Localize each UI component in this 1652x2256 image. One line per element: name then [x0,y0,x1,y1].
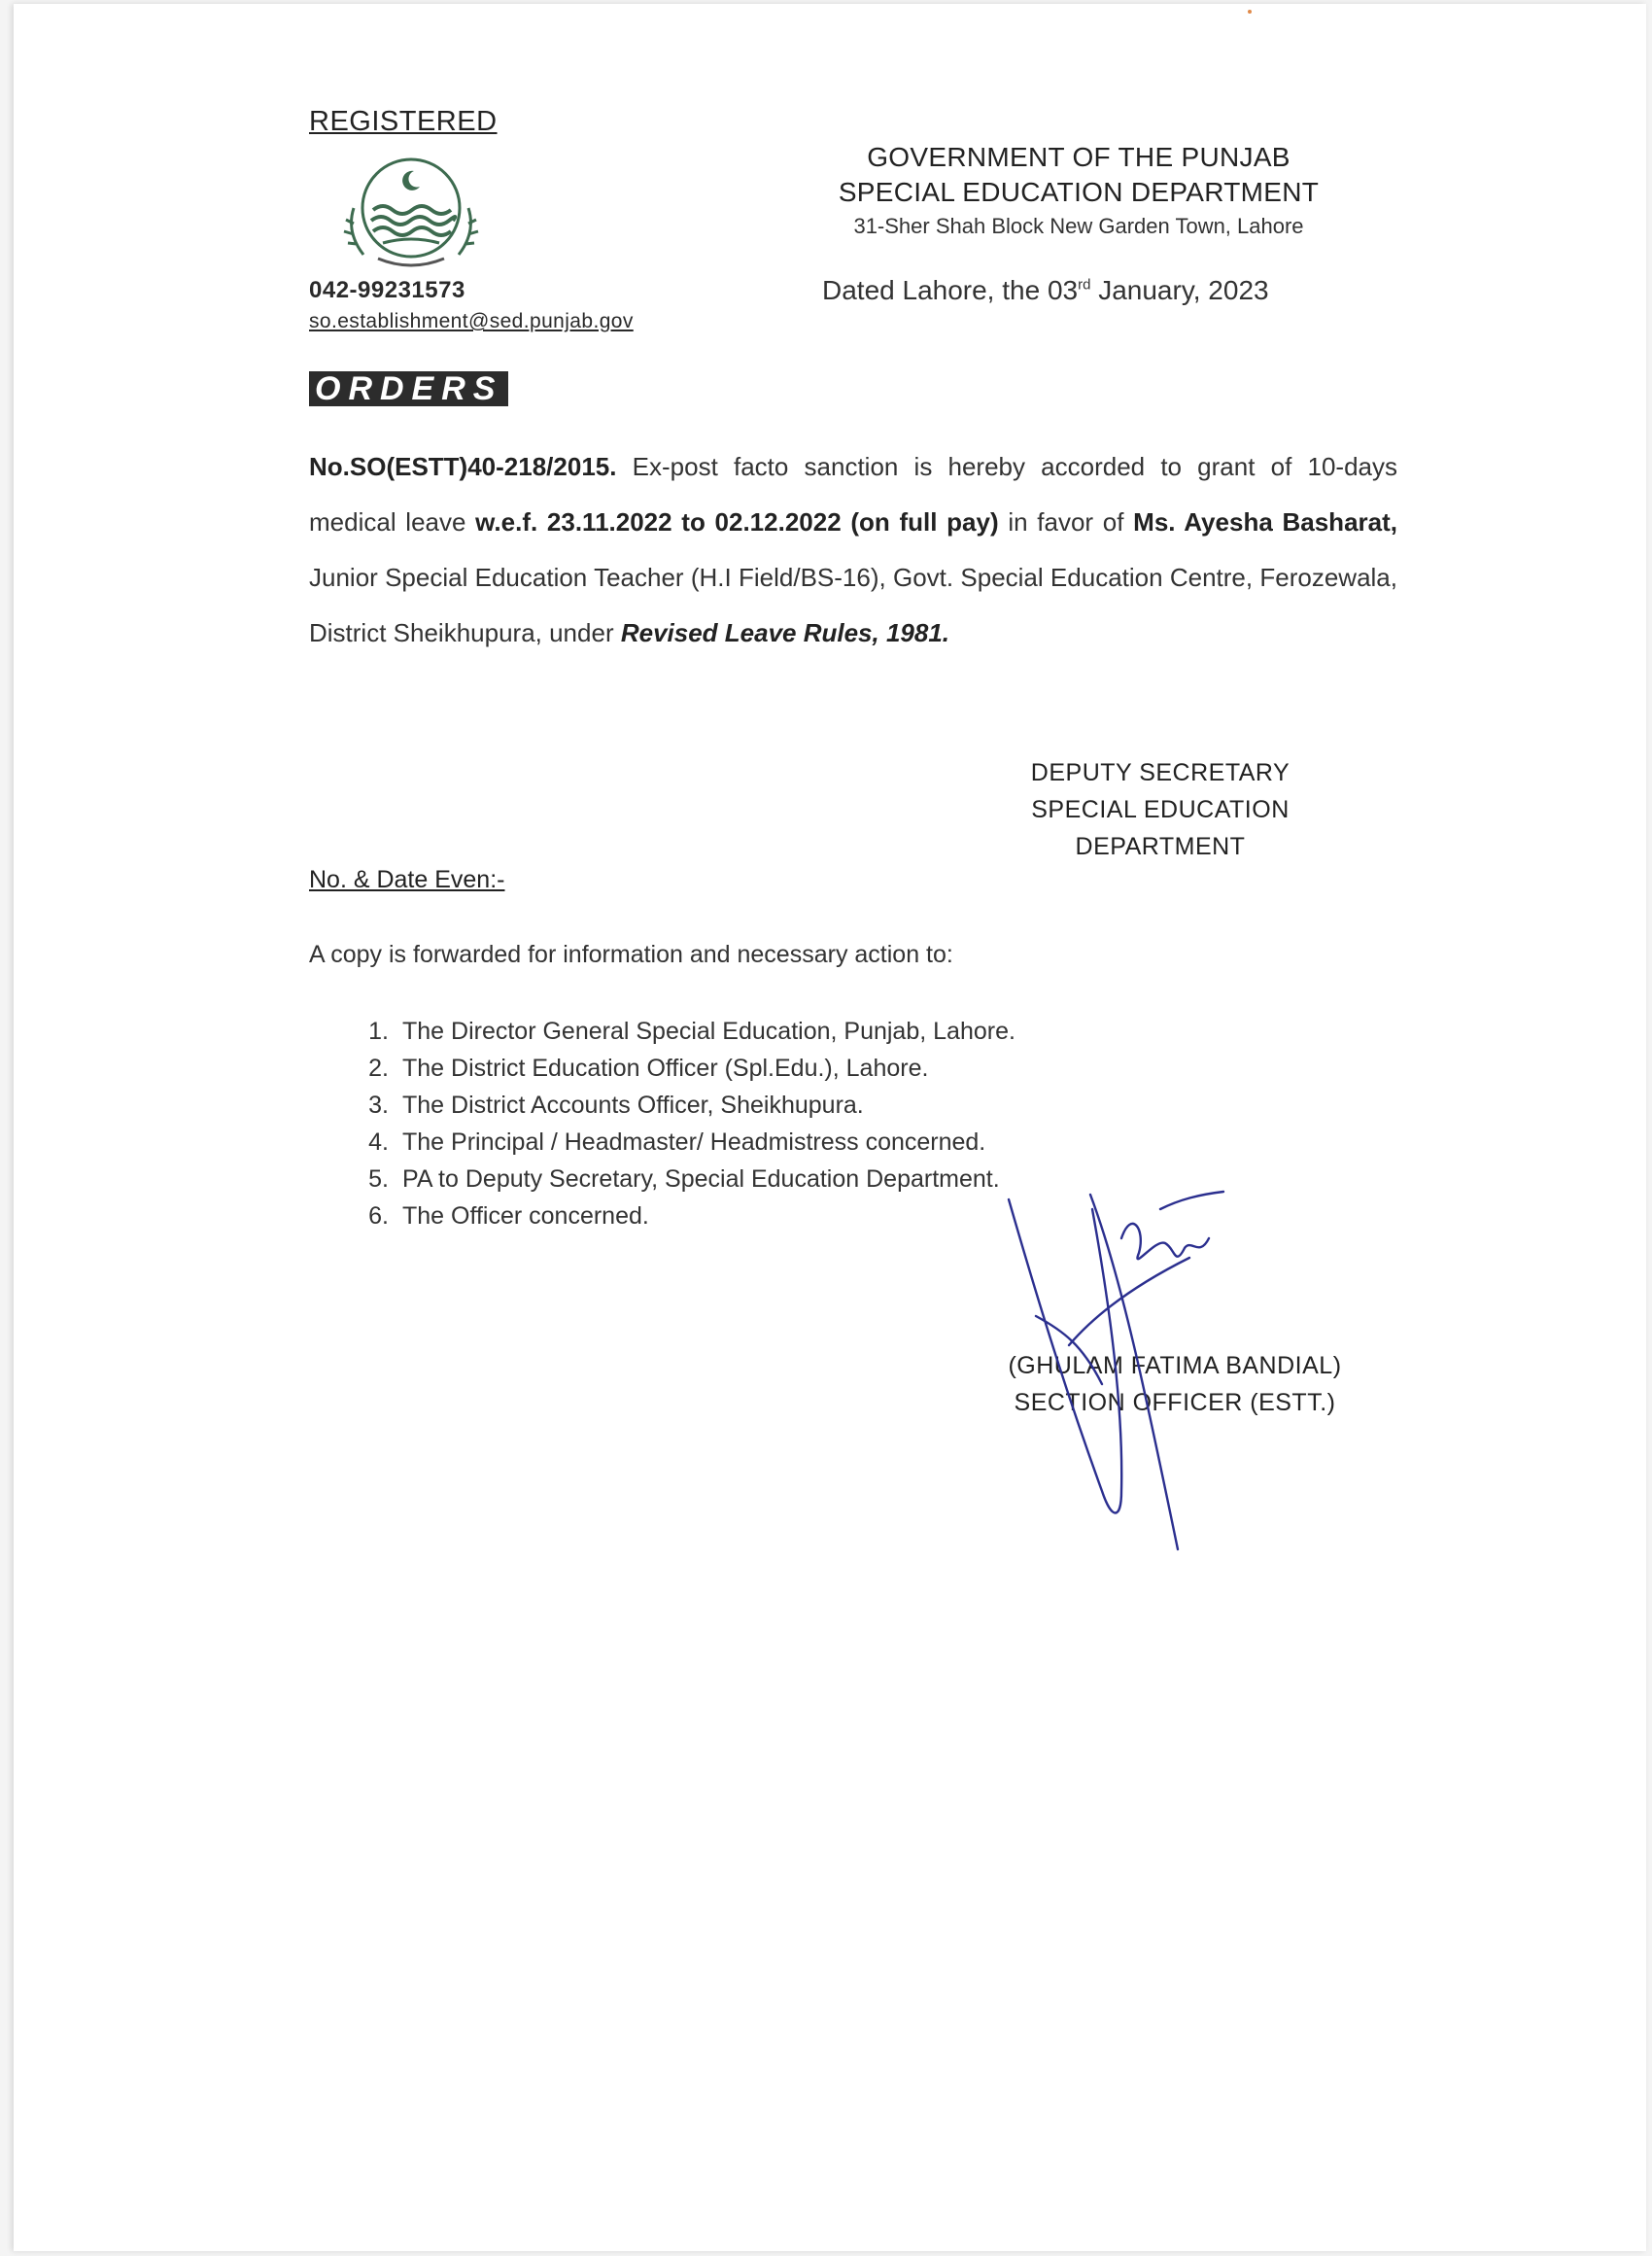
copy-forward-line: A copy is forwarded for information and necessary action to: [309,941,953,968]
document-page [14,4,1646,2251]
list-item: 5. PA to Deputy Secretary, Special Education Department. [368,1165,1000,1193]
deputy-secretary-block: DEPUTY SECRETARY SPECIAL EDUCATION DEPARTMENT [1030,759,1291,860]
order-body: No.SO(ESTT)40-218/2015. Ex-post facto sanction is hereby accorded to grant of 10-days medical leave w.e.f. 23.11.2022 to 02.12.2022 (on full pay) in favor of Ms. Ayesha Basharat, Junior Special Education Teacher (H.I Field/BS-16), Govt. Special Education Centre, Ferozewala, District Sheikhupura, under Revised Leave Rules, 1981. [309,452,1397,647]
list-item: 4. The Principal / Headmaster/ Headmistress concerned. [368,1128,986,1156]
no-date-even: No. & Date Even:- [309,866,505,893]
handwritten-signature [976,1170,1267,1559]
punjab-government-logo [325,150,498,274]
department-title: SPECIAL EDUCATION DEPARTMENT [838,177,1320,207]
scan-mark [1248,10,1252,14]
date-line: Dated Lahore, the 03rd January, 2023 [822,275,1269,305]
orders-heading: ORDERS [309,371,508,406]
list-item: 1. The Director General Special Education, Punjab, Lahore. [368,1018,1015,1045]
registered-label: REGISTERED [309,106,498,137]
list-item: 6. The Officer concerned. [368,1202,649,1230]
government-title: GOVERNMENT OF THE PUNJAB [867,142,1291,172]
email-address[interactable]: so.establishment@sed.punjab.gov [309,310,634,332]
order-reference-number: No.SO(ESTT)40-218/2015. [309,452,617,481]
leave-rules: Revised Leave Rules, 1981. [620,618,950,647]
employee-name: Ms. Ayesha Basharat, [1133,507,1397,537]
phone-number: 042-99231573 [309,277,465,303]
leave-dates: w.e.f. 23.11.2022 to 02.12.2022 (on full pay) [475,507,999,537]
list-item: 3. The District Accounts Officer, Sheikhupura. [368,1092,864,1119]
list-item: 2. The District Education Officer (Spl.Edu.), Lahore. [368,1055,929,1082]
section-officer-block: (GHULAM FATIMA BANDIAL) SECTION OFFICER (ESTT.) [1008,1352,1342,1416]
distribution-list [342,1013,1015,1234]
department-address: 31-Sher Shah Block New Garden Town, Lahore [853,214,1304,238]
